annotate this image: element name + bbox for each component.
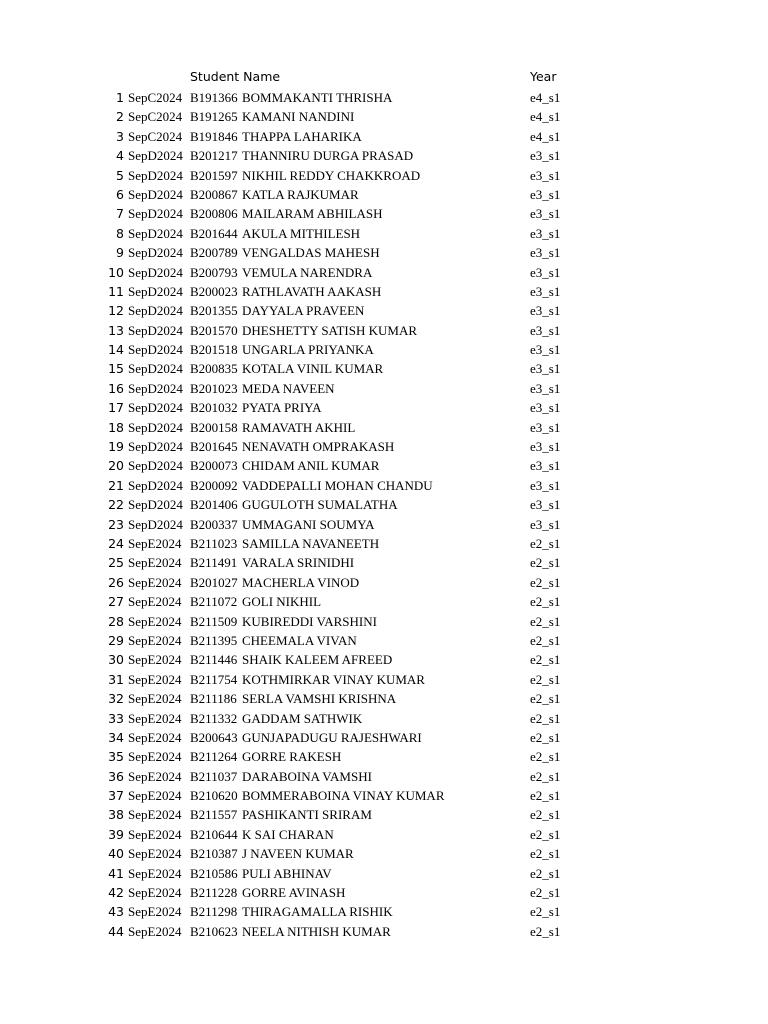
table-row — [0, 534, 768, 553]
table-row — [0, 185, 768, 204]
student-id: B191265 — [190, 109, 238, 125]
session-code: SepE2024 — [128, 574, 182, 590]
session-code: SepD2024 — [128, 400, 183, 416]
row-number: 17 — [108, 400, 124, 416]
table-row — [0, 166, 768, 185]
session-code: SepD2024 — [128, 419, 183, 435]
session-code: SepE2024 — [128, 652, 182, 668]
year-code: e2_s1 — [530, 613, 561, 629]
row-number: 7 — [116, 206, 124, 222]
student-id: B200793 — [190, 264, 238, 280]
year-code: e2_s1 — [530, 652, 561, 668]
table-row — [0, 670, 768, 689]
student-id: B201355 — [190, 303, 238, 319]
session-code: SepE2024 — [128, 710, 182, 726]
row-number: 12 — [108, 303, 124, 319]
session-code: SepE2024 — [128, 729, 182, 745]
student-id: B200806 — [190, 206, 238, 222]
row-number: 40 — [108, 846, 124, 862]
year-code: e2_s1 — [530, 904, 561, 920]
session-code: SepD2024 — [128, 497, 183, 513]
student-id: B210586 — [190, 865, 238, 881]
student-id: B201597 — [190, 167, 238, 183]
student-list — [0, 88, 768, 941]
session-code: SepD2024 — [128, 264, 183, 280]
session-code: SepE2024 — [128, 768, 182, 784]
row-number: 27 — [108, 594, 124, 610]
table-row — [0, 515, 768, 534]
row-number: 32 — [108, 691, 124, 707]
student-name: THIRAGAMALLA RISHIK — [242, 904, 393, 920]
row-number: 8 — [116, 225, 124, 241]
table-row — [0, 263, 768, 282]
student-name: SAMILLA NAVANEETH — [242, 535, 380, 551]
student-name: KOTALA VINIL KUMAR — [242, 361, 384, 377]
student-id: B210620 — [190, 788, 238, 804]
student-name: NEELA NITHISH KUMAR — [242, 923, 391, 939]
student-name: KUBIREDDI VARSHINI — [242, 613, 377, 629]
row-number: 10 — [108, 264, 124, 280]
row-number: 30 — [108, 652, 124, 668]
year-code: e4_s1 — [530, 90, 561, 105]
row-number: 36 — [108, 768, 124, 784]
row-number: 15 — [108, 361, 124, 377]
student-id: B200073 — [190, 458, 238, 474]
header-student-name: Student Name — [190, 69, 281, 84]
year-code: e3_s1 — [530, 458, 561, 474]
student-id: B200023 — [190, 283, 238, 299]
table-row — [0, 107, 768, 126]
year-code: e3_s1 — [530, 148, 561, 164]
session-code: SepD2024 — [128, 516, 183, 532]
year-code: e3_s1 — [530, 303, 561, 319]
year-code: e3_s1 — [530, 439, 561, 455]
session-code: SepE2024 — [128, 691, 182, 707]
student-name: DAYYALA PRAVEEN — [242, 303, 365, 319]
student-name: KAMANI NANDINI — [242, 109, 355, 125]
row-number: 26 — [108, 574, 124, 590]
session-code: SepE2024 — [128, 594, 182, 610]
table-row — [0, 379, 768, 398]
student-id: B211037 — [190, 768, 238, 784]
student-id: B211264 — [190, 749, 238, 765]
table-row — [0, 631, 768, 650]
row-number: 14 — [108, 342, 124, 358]
session-code: SepE2024 — [128, 865, 182, 881]
session-code: SepE2024 — [128, 885, 182, 901]
session-code: SepC2024 — [128, 109, 183, 125]
session-code: SepC2024 — [128, 128, 183, 144]
student-name: NIKHIL REDDY CHAKKROAD — [242, 167, 421, 183]
row-number: 19 — [108, 439, 124, 455]
student-id: B201406 — [190, 497, 238, 513]
student-name: NENAVATH OMPRAKASH — [242, 439, 395, 455]
year-code: e3_s1 — [530, 225, 561, 241]
row-number: 13 — [108, 322, 124, 338]
year-code: e3_s1 — [530, 167, 561, 183]
student-name: GUGULOTH SUMALATHA — [242, 497, 398, 513]
year-code: e3_s1 — [530, 419, 561, 435]
session-code: SepE2024 — [128, 904, 182, 920]
year-code: e3_s1 — [530, 400, 561, 416]
student-name: BOMMAKANTI THRISHA — [242, 90, 393, 105]
student-id: B211332 — [190, 710, 238, 726]
row-number: 31 — [108, 671, 124, 687]
table-row — [0, 767, 768, 786]
row-number: 38 — [108, 807, 124, 823]
student-name: UMMAGANI SOUMYA — [242, 516, 375, 532]
student-name: CHEEMALA VIVAN — [242, 632, 357, 648]
session-code: SepD2024 — [128, 477, 183, 493]
year-code: e2_s1 — [530, 671, 561, 687]
student-id: B201217 — [190, 148, 238, 164]
session-code: SepD2024 — [128, 245, 183, 261]
session-code: SepD2024 — [128, 283, 183, 299]
row-number: 21 — [108, 477, 124, 493]
student-id: B211754 — [190, 671, 238, 687]
student-id: B201032 — [190, 400, 238, 416]
row-number: 2 — [116, 109, 124, 125]
student-id: B201645 — [190, 439, 238, 455]
student-id: B211072 — [190, 594, 238, 610]
row-number: 25 — [108, 555, 124, 571]
year-code: e2_s1 — [530, 885, 561, 901]
year-code: e3_s1 — [530, 497, 561, 513]
session-code: SepD2024 — [128, 303, 183, 319]
session-code: SepE2024 — [128, 788, 182, 804]
session-code: SepE2024 — [128, 535, 182, 551]
student-name: SHAIK KALEEM AFREED — [242, 652, 393, 668]
year-code: e3_s1 — [530, 264, 561, 280]
student-id: B201023 — [190, 380, 238, 396]
row-number: 9 — [116, 245, 124, 261]
year-code: e2_s1 — [530, 632, 561, 648]
session-code: SepD2024 — [128, 206, 183, 222]
session-code: SepE2024 — [128, 826, 182, 842]
year-code: e2_s1 — [530, 574, 561, 590]
year-code: e2_s1 — [530, 749, 561, 765]
year-code: e3_s1 — [530, 283, 561, 299]
student-id: B210644 — [190, 826, 238, 842]
table-row — [0, 883, 768, 902]
student-id: B200867 — [190, 186, 238, 202]
table-row — [0, 243, 768, 262]
table-row — [0, 146, 768, 165]
table-row — [0, 902, 768, 921]
session-code: SepD2024 — [128, 342, 183, 358]
student-name: K SAI CHARAN — [242, 826, 334, 842]
session-code: SepD2024 — [128, 148, 183, 164]
year-code: e3_s1 — [530, 477, 561, 493]
student-id: B200789 — [190, 245, 238, 261]
table-row — [0, 573, 768, 592]
student-id: B211186 — [190, 691, 237, 707]
table-row — [0, 224, 768, 243]
row-number: 43 — [108, 904, 124, 920]
student-name: VADDEPALLI MOHAN CHANDU — [242, 477, 433, 493]
session-code: SepE2024 — [128, 807, 182, 823]
student-name: GORRE RAKESH — [242, 749, 342, 765]
table-row — [0, 418, 768, 437]
table-row — [0, 495, 768, 514]
student-name: PASHIKANTI SRIRAM — [242, 807, 372, 823]
year-code: e2_s1 — [530, 846, 561, 862]
student-id: B201644 — [190, 225, 238, 241]
session-code: SepE2024 — [128, 923, 182, 939]
session-code: SepC2024 — [128, 90, 183, 105]
year-code: e2_s1 — [530, 594, 561, 610]
table-row — [0, 398, 768, 417]
year-code: e2_s1 — [530, 923, 561, 939]
student-id: B211491 — [190, 555, 238, 571]
session-code: SepD2024 — [128, 361, 183, 377]
row-number: 5 — [116, 167, 124, 183]
student-id: B210387 — [190, 846, 238, 862]
session-code: SepD2024 — [128, 225, 183, 241]
session-code: SepE2024 — [128, 613, 182, 629]
row-number: 34 — [108, 729, 124, 745]
table-row — [0, 922, 768, 941]
year-code: e4_s1 — [530, 128, 561, 144]
student-id: B211298 — [190, 904, 238, 920]
student-id: B201518 — [190, 342, 238, 358]
session-code: SepD2024 — [128, 322, 183, 338]
table-row — [0, 709, 768, 728]
year-code: e2_s1 — [530, 729, 561, 745]
session-code: SepD2024 — [128, 186, 183, 202]
row-number: 22 — [108, 497, 124, 513]
row-number: 42 — [108, 885, 124, 901]
year-code: e3_s1 — [530, 206, 561, 222]
year-code: e2_s1 — [530, 768, 561, 784]
row-number: 44 — [108, 923, 124, 939]
table-row — [0, 204, 768, 223]
student-id: B191846 — [190, 128, 238, 144]
year-code: e3_s1 — [530, 322, 561, 338]
row-number: 4 — [116, 148, 124, 164]
row-number: 6 — [116, 186, 124, 202]
session-code: SepE2024 — [128, 846, 182, 862]
student-name: UNGARLA PRIYANKA — [242, 342, 374, 358]
year-code: e2_s1 — [530, 710, 561, 726]
session-code: SepD2024 — [128, 167, 183, 183]
year-code: e2_s1 — [530, 826, 561, 842]
student-name: VENGALDAS MAHESH — [242, 245, 380, 261]
table-row — [0, 321, 768, 340]
student-name: VEMULA NARENDRA — [242, 264, 373, 280]
table-row — [0, 437, 768, 456]
session-code: SepD2024 — [128, 439, 183, 455]
student-id: B210623 — [190, 923, 238, 939]
row-number: 41 — [108, 865, 124, 881]
row-number: 18 — [108, 419, 124, 435]
student-name: PULI ABHINAV — [242, 865, 332, 881]
student-name: DHESHETTY SATISH KUMAR — [242, 322, 418, 338]
session-code: SepE2024 — [128, 749, 182, 765]
student-name: PYATA PRIYA — [242, 400, 322, 416]
table-row — [0, 844, 768, 863]
table-row — [0, 612, 768, 631]
year-code: e3_s1 — [530, 245, 561, 261]
row-number: 23 — [108, 516, 124, 532]
year-code: e2_s1 — [530, 555, 561, 571]
session-code: SepE2024 — [128, 671, 182, 687]
row-number: 11 — [108, 283, 124, 299]
table-row — [0, 825, 768, 844]
student-name: SERLA VAMSHI KRISHNA — [242, 691, 397, 707]
year-code: e3_s1 — [530, 361, 561, 377]
row-number: 33 — [108, 710, 124, 726]
year-code: e2_s1 — [530, 535, 561, 551]
year-code: e2_s1 — [530, 807, 561, 823]
row-number: 29 — [108, 632, 124, 648]
table-row — [0, 728, 768, 747]
student-name: MACHERLA VINOD — [242, 574, 360, 590]
header-year: Year — [530, 69, 557, 84]
year-code: e2_s1 — [530, 865, 561, 881]
row-number: 35 — [108, 749, 124, 765]
table-row — [0, 282, 768, 301]
table-row — [0, 864, 768, 883]
session-code: SepD2024 — [128, 380, 183, 396]
student-name: J NAVEEN KUMAR — [242, 846, 354, 862]
student-id: B211446 — [190, 652, 238, 668]
student-id: B191366 — [190, 90, 238, 105]
student-name: KATLA RAJKUMAR — [242, 186, 359, 202]
student-id: B201570 — [190, 322, 238, 338]
student-id: B211509 — [190, 613, 238, 629]
row-number: 16 — [108, 380, 124, 396]
row-number: 24 — [108, 535, 124, 551]
student-id: B201027 — [190, 574, 238, 590]
student-name: BOMMERABOINA VINAY KUMAR — [242, 788, 445, 804]
session-code: SepE2024 — [128, 555, 182, 571]
student-name: GORRE AVINASH — [242, 885, 346, 901]
student-id: B200092 — [190, 477, 238, 493]
table-row — [0, 88, 768, 107]
student-id: B200835 — [190, 361, 238, 377]
session-code: SepD2024 — [128, 458, 183, 474]
table-row — [0, 805, 768, 824]
row-number: 20 — [108, 458, 124, 474]
table-row — [0, 553, 768, 572]
student-name: AKULA MITHILESH — [242, 225, 361, 241]
student-name: RAMAVATH AKHIL — [242, 419, 356, 435]
year-code: e2_s1 — [530, 691, 561, 707]
row-number: 28 — [108, 613, 124, 629]
student-name: VARALA SRINIDHI — [242, 555, 355, 571]
student-id: B211395 — [190, 632, 238, 648]
table-row — [0, 476, 768, 495]
table-row — [0, 456, 768, 475]
year-code: e3_s1 — [530, 186, 561, 202]
student-id: B200158 — [190, 419, 238, 435]
table-row — [0, 650, 768, 669]
student-name: DARABOINA VAMSHI — [242, 768, 372, 784]
student-id: B211228 — [190, 885, 238, 901]
student-id: B200337 — [190, 516, 238, 532]
student-name: CHIDAM ANIL KUMAR — [242, 458, 380, 474]
session-code: SepE2024 — [128, 632, 182, 648]
table-row — [0, 747, 768, 766]
student-id: B211557 — [190, 807, 238, 823]
table-row — [0, 301, 768, 320]
student-name: RATHLAVATH AAKASH — [242, 283, 382, 299]
student-id: B200643 — [190, 729, 238, 745]
table-row — [0, 689, 768, 708]
table-row — [0, 359, 768, 378]
student-name: GUNJAPADUGU RAJESHWARI — [242, 729, 422, 745]
student-name: GOLI NIKHIL — [242, 594, 322, 610]
year-code: e3_s1 — [530, 342, 561, 358]
student-name: GADDAM SATHWIK — [242, 710, 363, 726]
table-row — [0, 340, 768, 359]
student-name: KOTHMIRKAR VINAY KUMAR — [242, 671, 425, 687]
student-id: B211023 — [190, 535, 238, 551]
year-code: e2_s1 — [530, 788, 561, 804]
row-number: 3 — [116, 128, 124, 144]
table-row — [0, 127, 768, 146]
year-code: e3_s1 — [530, 380, 561, 396]
table-row — [0, 786, 768, 805]
row-number: 39 — [108, 826, 124, 842]
student-name: MAILARAM ABHILASH — [242, 206, 383, 222]
row-number: 1 — [116, 90, 124, 105]
year-code: e3_s1 — [530, 516, 561, 532]
student-name: THANNIRU DURGA PRASAD — [242, 148, 414, 164]
year-code: e4_s1 — [530, 109, 561, 125]
student-name: THAPPA LAHARIKA — [242, 128, 362, 144]
table-row — [0, 592, 768, 611]
student-name: MEDA NAVEEN — [242, 380, 335, 396]
row-number: 37 — [108, 788, 124, 804]
